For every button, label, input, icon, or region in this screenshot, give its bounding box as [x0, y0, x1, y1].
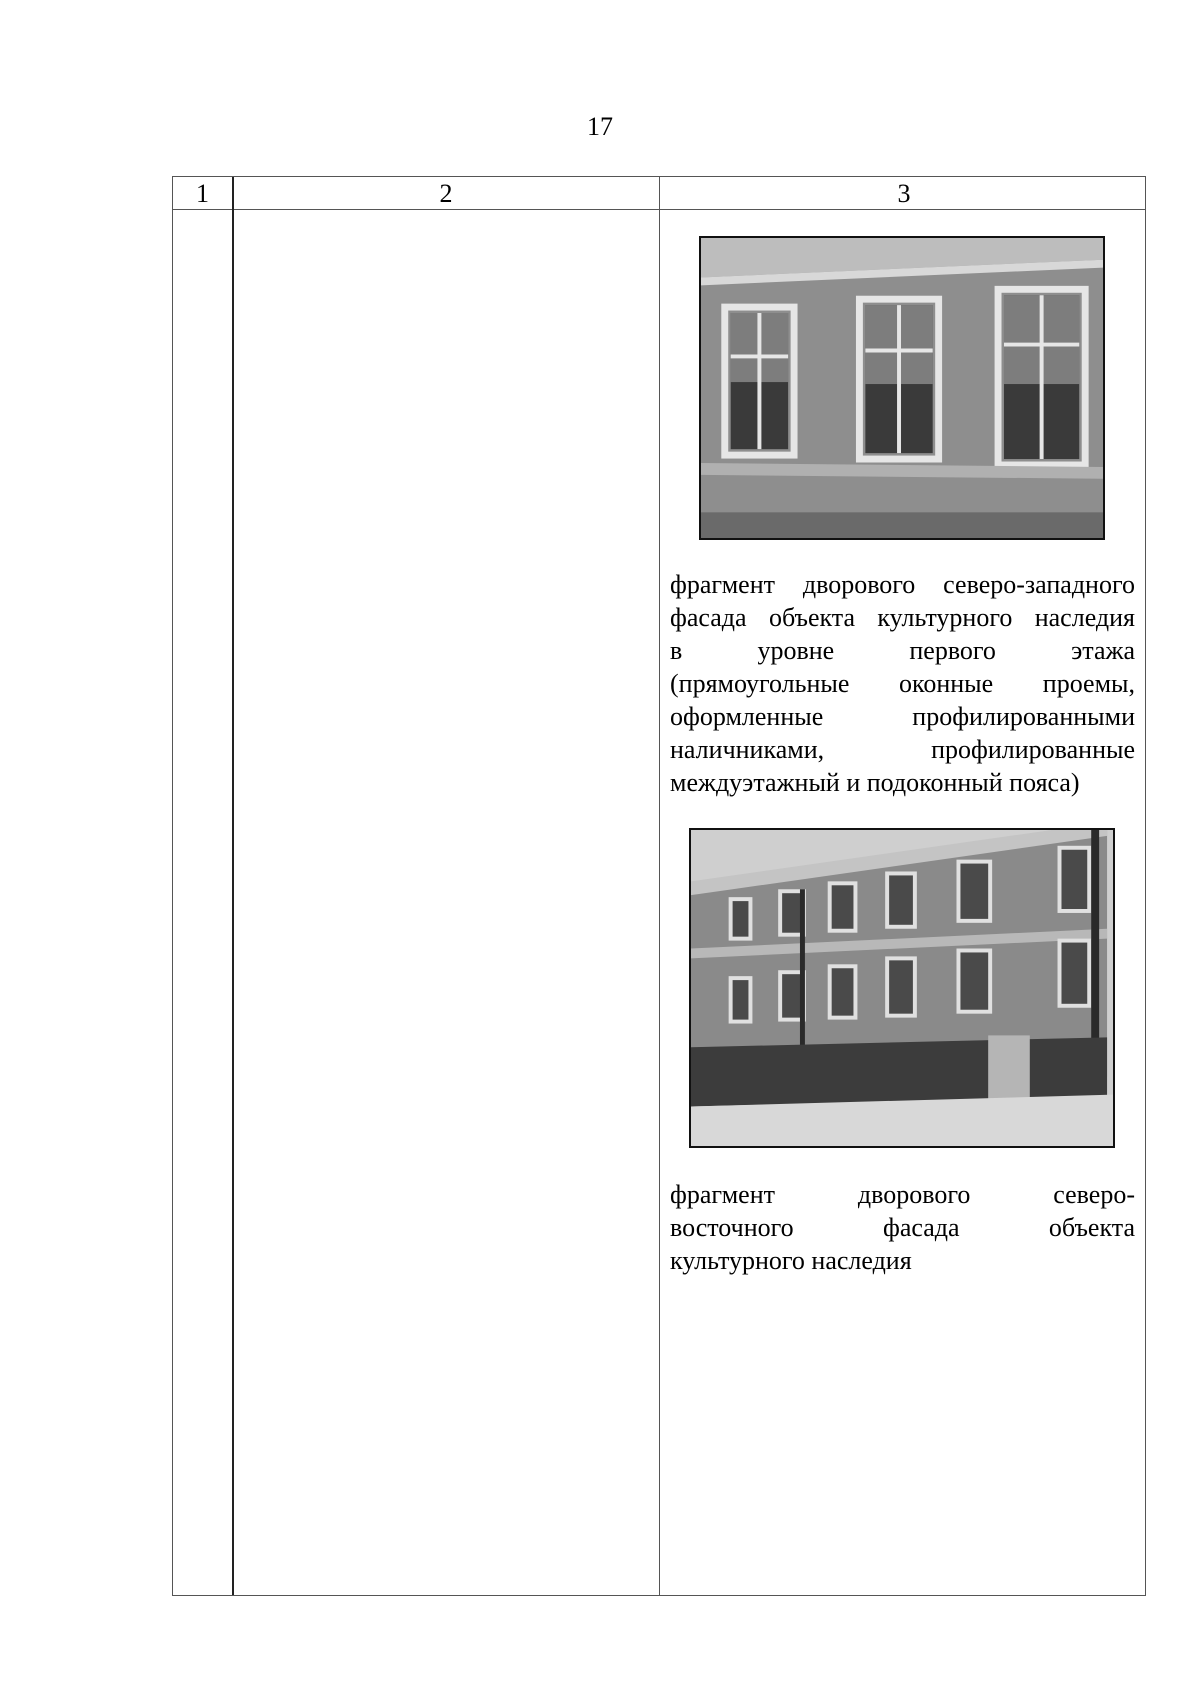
- table-header-col-2: 2: [439, 179, 453, 208]
- building-perspective-image: [691, 830, 1113, 1146]
- table-header-col-3: 3: [897, 179, 911, 208]
- caption-line: фрагмент дворового северо-западного: [670, 570, 1135, 599]
- caption-line: (прямоугольные оконные проемы,: [670, 669, 1135, 698]
- caption-line: культурного наследия: [670, 1246, 912, 1275]
- table-header-col-1: 1: [196, 179, 209, 208]
- caption-line: фрагмент дворового северо-: [670, 1180, 1135, 1209]
- table-column-divider-2: [659, 177, 660, 1595]
- page-number: 17: [587, 112, 613, 141]
- facade-photo-northwest: [699, 236, 1105, 540]
- caption-line: междуэтажный и подоконный пояса): [670, 768, 1080, 797]
- facade-window-image: [701, 238, 1103, 538]
- caption-line: в уровне первого этажа: [670, 636, 1135, 665]
- caption-northwest-facade: [670, 568, 1135, 799]
- facade-photo-northeast: [689, 828, 1115, 1148]
- caption-line: восточного фасада объекта: [670, 1213, 1135, 1242]
- caption-line: наличниками, профилированные: [670, 735, 1135, 764]
- caption-line: оформленные профилированными: [670, 702, 1135, 731]
- caption-northeast-facade: [670, 1178, 1135, 1277]
- caption-line: фасада объекта культурного наследия: [670, 603, 1135, 632]
- table-column-divider-1: [232, 177, 234, 1595]
